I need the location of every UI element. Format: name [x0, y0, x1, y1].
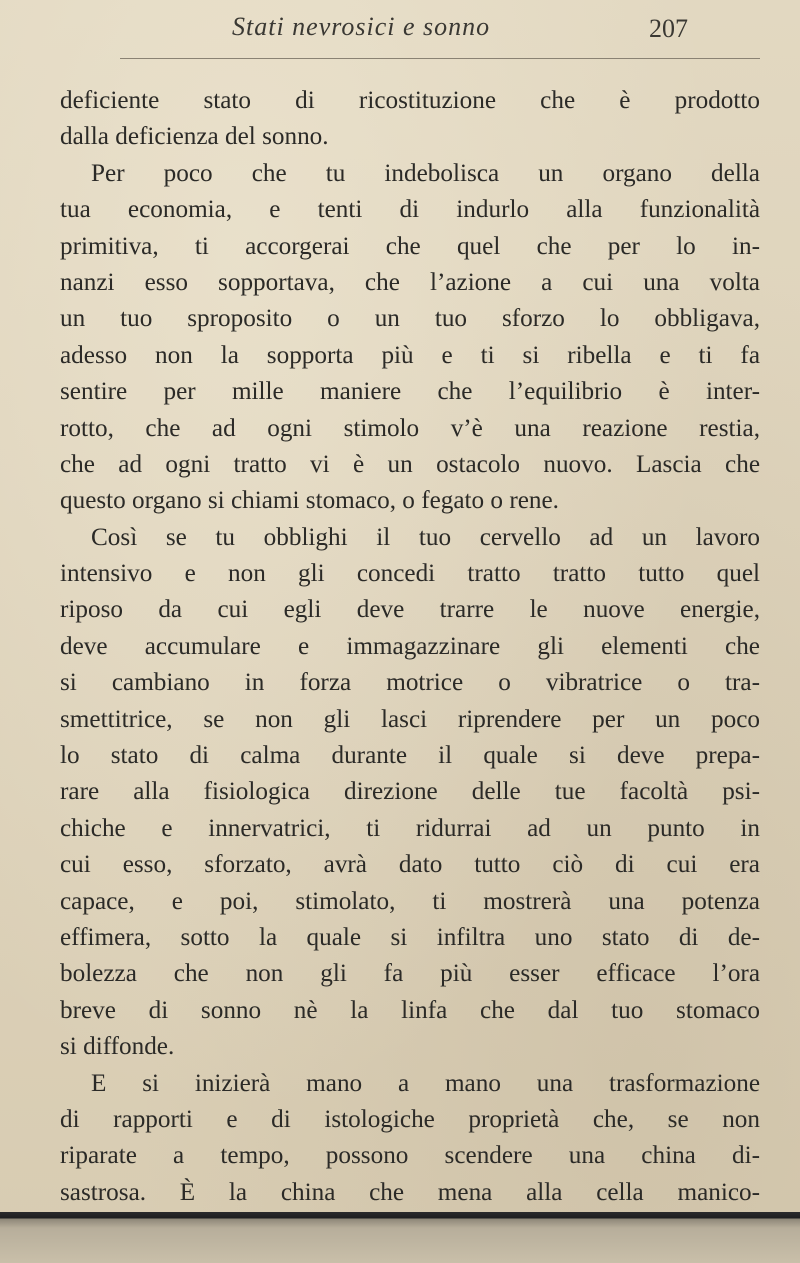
text-line: deve accumulare e immagazzinare gli elementi che: [60, 632, 760, 660]
text-line: nanzi esso sopportava, che l’azione a cui una volta: [60, 268, 760, 296]
text-line: sastrosa. È la china che mena alla cella manico-: [60, 1178, 760, 1206]
text-line: intensivo e non gli concedi tratto tratto tutto quel: [60, 560, 760, 588]
text-line: riposo da cui egli deve trarre le nuove energie,: [60, 596, 760, 624]
text-line: chiche e innervatrici, ti ridurrai ad un punto in: [60, 814, 760, 842]
text-line: smettitrice, se non gli lasci riprendere per un poco: [60, 705, 760, 733]
page-number: 207: [649, 14, 688, 43]
text-line: si cambiano in forza motrice o vibratrice o tra-: [60, 669, 760, 697]
running-head: [0, 12, 800, 48]
text-line: che ad ogni tratto vi è un ostacolo nuovo. Lascia che: [60, 450, 760, 478]
text-line: effimera, sotto la quale si infiltra uno stato di de-: [60, 923, 760, 951]
text-line: sentire per mille maniere che l’equilibrio è inter-: [60, 378, 760, 406]
text-line: si diffonde.: [60, 1033, 175, 1061]
text-line: di rapporti e di istologiche proprietà che, se non: [60, 1105, 760, 1133]
text-line: deficiente stato di ricostituzione che è prodotto: [60, 87, 760, 114]
text-line: tua economia, e tenti di indurlo alla funzionalità: [60, 196, 760, 224]
text-line: Per poco che tu indebolisca un organo della: [91, 159, 760, 187]
text-line: primitiva, ti accorgerai che quel che per lo in-: [60, 232, 760, 260]
text-line: capace, e poi, stimolato, ti mostrerà una potenza: [60, 887, 760, 915]
text-line: questo organo si chiami stomaco, o fegato o rene.: [60, 487, 559, 515]
text-line: riparate a tempo, possono scendere una china di-: [60, 1142, 760, 1170]
text-line: Così se tu obblighi il tuo cervello ad un lavoro: [91, 523, 760, 551]
header-rule: [120, 58, 760, 59]
text-line: lo stato di calma durante il quale si deve prepa-: [60, 742, 760, 770]
text-line: E si inizierà mano a mano una trasformazione: [91, 1069, 760, 1097]
text-line: rare alla fisiologica direzione delle tue facoltà psi-: [60, 778, 760, 806]
text-line: dalla deficienza del sonno.: [60, 123, 329, 151]
text-line: un tuo sproposito o un tuo sforzo lo obbligava,: [60, 305, 760, 333]
text-line: breve di sonno nè la linfa che dal tuo stomaco: [60, 996, 760, 1024]
text-line: rotto, che ad ogni stimolo v’è una reazione restia,: [60, 414, 760, 442]
text-line: bolezza che non gli fa più esser efficace l’ora: [60, 960, 760, 988]
scan-edge: [0, 1212, 800, 1263]
text-line: cui esso, sforzato, avrà dato tutto ciò di cui era: [60, 851, 760, 879]
running-title: Stati nevrosici e sonno: [232, 12, 491, 41]
text-line: adesso non la sopporta più e ti si ribella e ti fa: [60, 341, 760, 369]
body-text: [60, 83, 760, 1248]
